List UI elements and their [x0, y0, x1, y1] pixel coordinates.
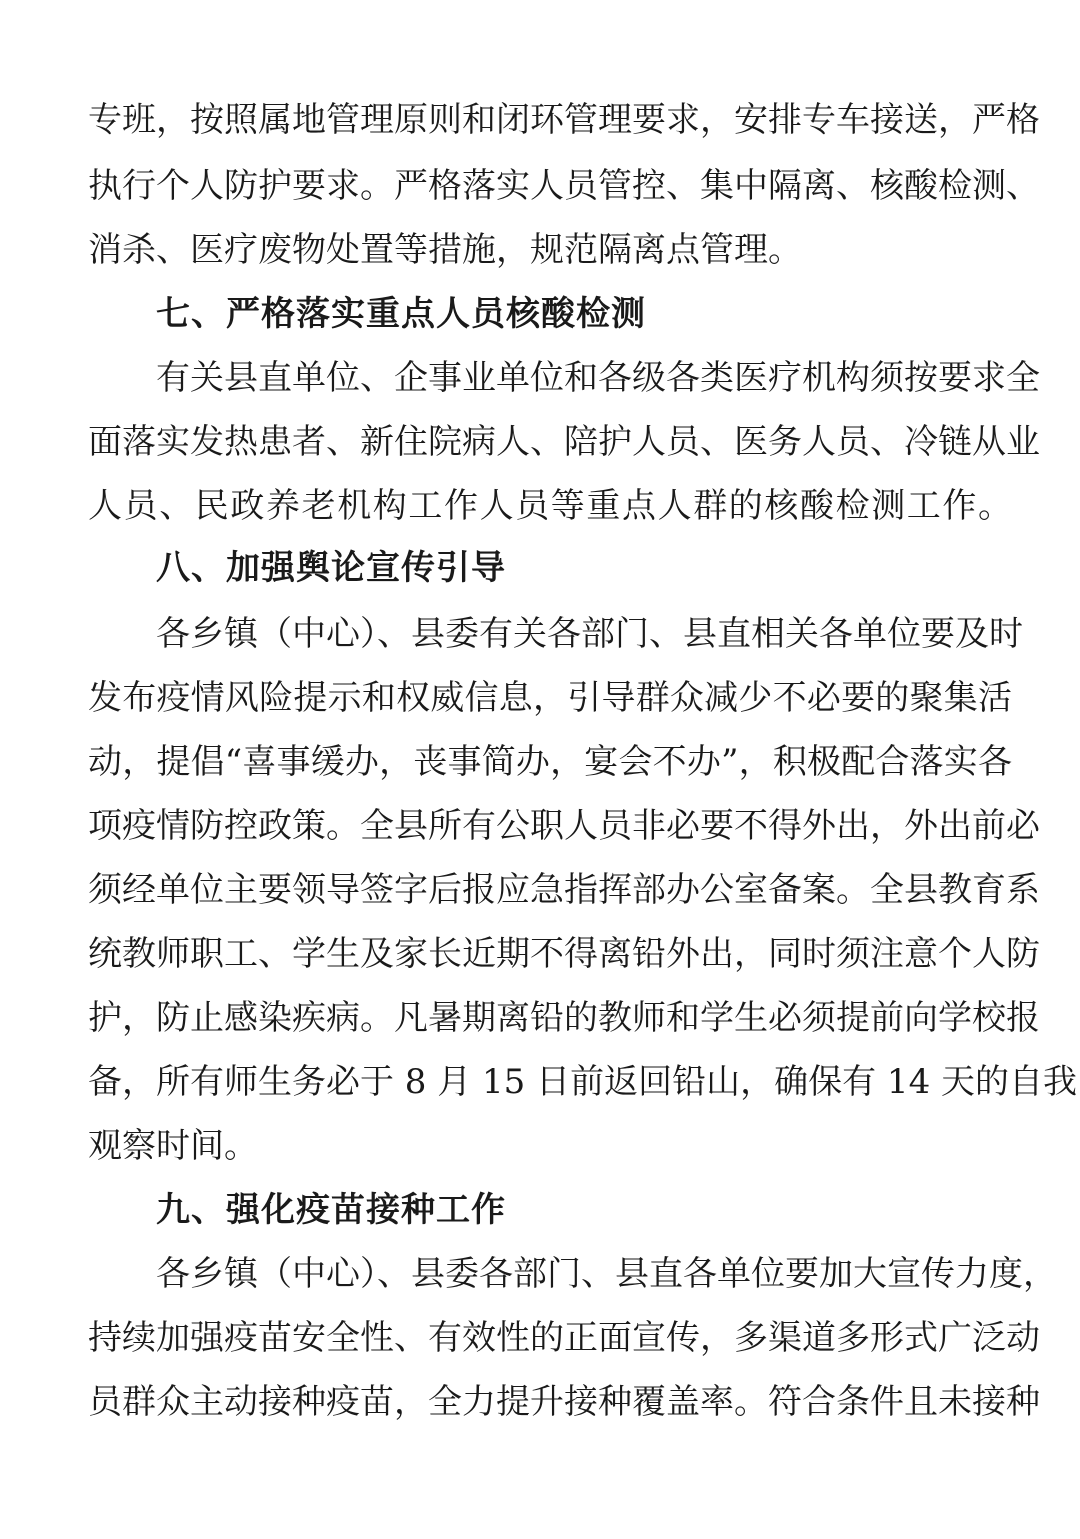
paragraph-line: 各乡镇（中心）、县委有关各部门、县直相关各单位要及时 [156, 614, 1023, 654]
paragraph-line: 动，提倡“喜事缓办，丧事简办，宴会不办”，积极配合落实各 [88, 742, 1012, 782]
paragraph-line: 员群众主动接种疫苗，全力提升接种覆盖率。符合条件且未接种 [88, 1382, 1040, 1422]
paragraph-line: 观察时间。 [88, 1126, 258, 1166]
paragraph-line: 有关县直单位、企事业单位和各级各类医疗机构须按要求全 [156, 358, 1040, 398]
paragraph-line: 专班，按照属地管理原则和闭环管理要求，安排专车接送，严格 [88, 100, 1040, 140]
paragraph-line: 发布疫情风险提示和权威信息，引导群众减少不必要的聚集活 [88, 678, 1012, 718]
paragraph-line: 持续加强疫苗安全性、有效性的正面宣传，多渠道多形式广泛动 [88, 1318, 1040, 1358]
paragraph-line: 备，所有师生务必于 8 月 15 日前返回铅山，确保有 14 天的自我 [88, 1062, 1078, 1102]
section-heading-9: 九、强化疫苗接种工作 [156, 1190, 506, 1230]
paragraph-line: 统教师职工、学生及家长近期不得离铅外出，同时须注意个人防 [88, 934, 1040, 974]
paragraph-line: 项疫情防控政策。全县所有公职人员非必要不得外出，外出前必 [88, 806, 1040, 846]
paragraph-line: 消杀、医疗废物处置等措施，规范隔离点管理。 [88, 230, 802, 270]
paragraph-line: 各乡镇（中心）、县委各部门、县直各单位要加大宣传力度， [156, 1254, 1057, 1294]
paragraph-line: 执行个人防护要求。严格落实人员管控、集中隔离、核酸检测、 [88, 166, 1040, 206]
paragraph-line: 须经单位主要领导签字后报应急指挥部办公室备案。全县教育系 [88, 870, 1040, 910]
section-heading-8: 八、加强舆论宣传引导 [156, 548, 506, 588]
paragraph-line: 人员、民政养老机构工作人员等重点人群的核酸检测工作。 [88, 486, 1012, 526]
paragraph-line: 护，防止感染疾病。凡暑期离铅的教师和学生必须提前向学校报 [88, 998, 1040, 1038]
section-heading-7: 七、严格落实重点人员核酸检测 [156, 294, 646, 334]
paragraph-line: 面落实发热患者、新住院病人、陪护人员、医务人员、冷链从业 [88, 422, 1040, 462]
